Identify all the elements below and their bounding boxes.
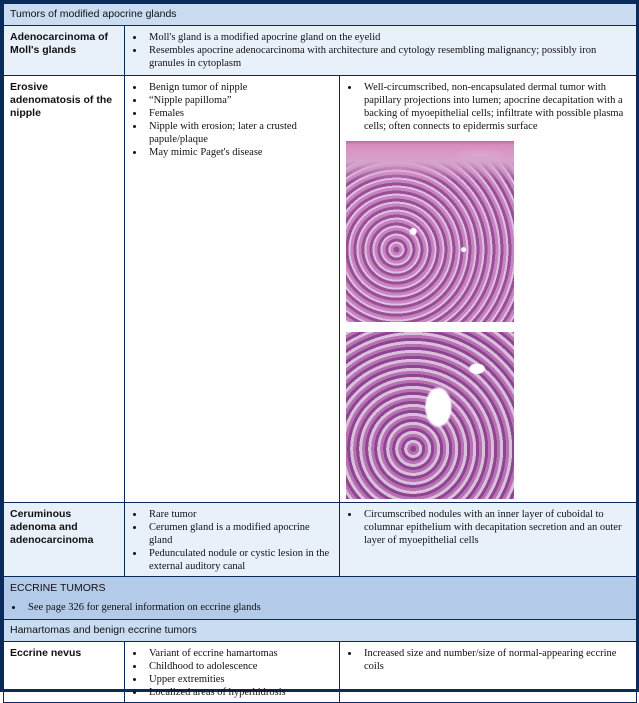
histology-image-high-power — [346, 332, 514, 499]
section-header-row — [4, 577, 637, 620]
list-item: • See page 326 for general information on eccrine glands — [24, 601, 630, 614]
major-section — [4, 577, 637, 620]
table-row — [4, 26, 637, 76]
entity-name: Adenocarcinoma of Moll's glands — [4, 26, 125, 76]
list-item: • May mimic Paget's disease — [145, 146, 333, 159]
histology-features — [340, 642, 637, 703]
list-item: • Upper extremities — [145, 673, 333, 686]
entity-name: Erosive adenomatosis of the nipple — [4, 76, 125, 503]
section-title: ECCRINE TUMORS — [10, 582, 106, 594]
list-item: • Cerumen gland is a modified apocrine gland — [145, 521, 333, 547]
histology-features — [340, 503, 637, 577]
section-header-row — [4, 4, 637, 26]
list-item: • Pedunculated nodule or cystic lesion in the external auditory canal — [145, 547, 333, 573]
tumor-table — [3, 3, 637, 703]
section-title: Hamartomas and benign eccrine tumors — [4, 620, 637, 642]
list-item: • Moll's gland is a modified apocrine gland on the eyelid — [145, 31, 630, 44]
entity-name: Ceruminous adenoma and adenocarcinoma — [4, 503, 125, 577]
histology-image-low-power — [346, 141, 514, 322]
table-row — [4, 503, 637, 577]
section-header-row — [4, 620, 637, 642]
list-item: • Resembles apocrine adenocarcinoma with architecture and cytology resembling malignancy; possibly iron granules in cytoplasm — [145, 44, 630, 70]
entity-name: Eccrine nevus — [4, 642, 125, 703]
list-item: • Well-circumscribed, non-encapsulated dermal tumor with papillary projections into lumen; apocrine decapitation with a backing of myoepithelial cells; infiltrate with possible plasma cells; often connects to epidermis surface — [360, 81, 630, 133]
histology-features — [340, 76, 637, 503]
clinical-features — [125, 76, 340, 503]
list-item: • Childhood to adolescence — [145, 660, 333, 673]
section-title: Tumors of modified apocrine glands — [4, 4, 637, 26]
list-item: • “Nipple papilloma” — [145, 94, 333, 107]
list-item: • Variant of eccrine hamartomas — [145, 647, 333, 660]
list-item: • Increased size and number/size of normal-appearing eccrine coils — [360, 647, 630, 673]
list-item: • Benign tumor of nipple — [145, 81, 333, 94]
table-row — [4, 76, 637, 503]
list-item: • Nipple with erosion; later a crusted papule/plaque — [145, 120, 333, 146]
list-item: • Females — [145, 107, 333, 120]
table-row — [4, 642, 637, 703]
clinical-features — [125, 642, 340, 703]
list-item: • Circumscribed nodules with an inner layer of cuboidal to columnar epithelium with decapitation secretion and an outer layer of myoepithelial cells — [360, 508, 630, 547]
entity-description — [125, 26, 637, 76]
list-item: • Rare tumor — [145, 508, 333, 521]
list-item: • Localized areas of hyperhidrosis — [145, 686, 333, 699]
clinical-features — [125, 503, 340, 577]
